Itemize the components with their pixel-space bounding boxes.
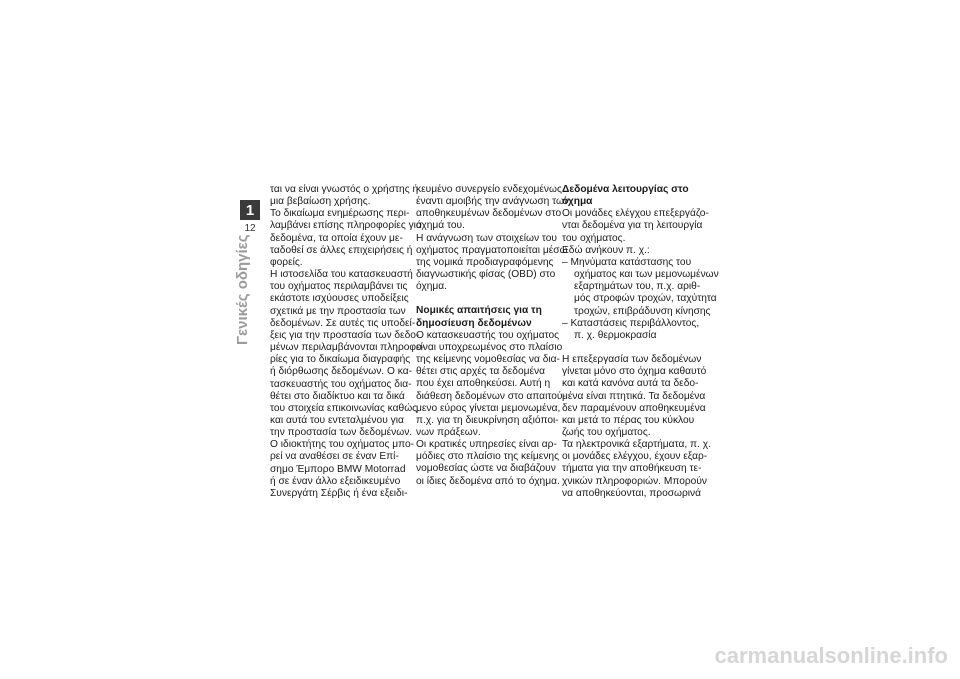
text-line: είναι υποχρεωμένος στο πλαίσιο — [416, 341, 563, 353]
text-line: σχετικά με την προστασία των — [270, 305, 406, 317]
paragraph-gap — [562, 342, 696, 354]
text-line: διαγνωστικής φίσας (OBD) στο — [416, 269, 556, 281]
text-line: νων πράξεων. — [416, 426, 481, 438]
text-line: έναντι αμοιβής την ανάγνωση των — [416, 196, 570, 208]
text-line: οι ίδιες δεδομένα από το όχημα. — [416, 475, 560, 487]
text-line: Η ανάγνωση των στοιχείων του — [416, 232, 557, 244]
list-item-line: οχήματος και των μεμονωμένων — [574, 269, 719, 281]
text-line: της κείμενης νομοθεσίας να δια- — [416, 354, 560, 366]
text-line: ρίες για το δικαίωμα διαγραφής — [270, 354, 411, 366]
text-line: που έχει αποθηκεύσει. Αυτή η — [416, 378, 551, 390]
text-line: γίνεται μόνο στο όχημα καθαυτό — [562, 366, 707, 378]
chapter-number: 1 — [245, 201, 255, 219]
text-line: ή διόρθωσης δεδομένων. Ο κα- — [270, 366, 412, 378]
text-line: ται να είναι γνωστός ο χρήστης ή — [270, 184, 419, 195]
text-line: του οχήματος περιλαμβάνει τις — [270, 281, 408, 293]
text-line: δεν παραμένουν αποθηκευμένα — [562, 402, 706, 414]
list-item-line: – Μηνύματα κατάστασης του — [562, 256, 692, 268]
section-heading: Νομικές απαιτήσεις για τη — [416, 305, 542, 317]
text-line: μια βεβαίωση χρήσης. — [270, 196, 371, 208]
text-line: διάθεση δεδομένων στο απαιτού- — [416, 390, 566, 402]
text-line: του οχήματος. — [562, 232, 626, 244]
section-heading: Δεδομένα λειτουργίας στο — [562, 184, 689, 195]
text-line: Ο ιδιοκτήτης του οχήματος μπο- — [270, 439, 415, 451]
text-line: κευμένο συνεργείο ενδεχομένως — [416, 184, 562, 195]
list-item-line: – Καταστάσεις περιβάλλοντος, — [562, 317, 700, 329]
text-line: τήματα για την αποθήκευση τε- — [562, 463, 702, 475]
text-line: και μετά το πέρας του κύκλου — [562, 414, 695, 426]
text-line: όχημα. — [416, 281, 447, 293]
text-line: μένα είναι πτητικά. Τα δεδομένα — [562, 390, 706, 402]
text-line: ταδοθεί σε άλλες επιχειρήσεις ή — [270, 244, 413, 256]
text-line: Εδώ ανήκουν π. χ.: — [562, 244, 650, 256]
list-item-line: μός στροφών τροχών, ταχύτητα — [574, 293, 717, 305]
list-item-line: π. χ. θερμοκρασία — [574, 329, 657, 341]
text-line: Συνεργάτη Σέρβις ή ένα εξειδι- — [270, 487, 408, 499]
section-heading: όχημα — [562, 196, 593, 208]
list-item-line: εξαρτημάτων του, π.χ. αριθ- — [574, 281, 701, 293]
text-line: δεδομένων. Σε αυτές τις υποδεί- — [270, 317, 416, 329]
paragraph-gap — [416, 293, 550, 305]
list-item-line: τροχών, επιβράδυνση κίνησης — [574, 305, 711, 317]
text-line: ξεις για την προστασία των δεδο- — [270, 329, 420, 341]
text-line: Τα ηλεκτρονικά εξαρτήματα, π. χ. — [562, 439, 711, 451]
chapter-side-title: Γενικές οδηγίες — [234, 234, 251, 345]
text-line: οι μονάδες ελέγχου, έχουν εξαρ- — [562, 451, 708, 463]
text-line: δεδομένα, τα οποία έχουν με- — [270, 232, 403, 244]
text-line: μόδιες στο πλαίσιο της κείμενης — [416, 451, 559, 463]
text-column-2 — [416, 184, 570, 488]
text-line: π.χ. για τη διευκρίνηση αξιόποι- — [416, 414, 559, 426]
text-line: νται δεδομένα για τη λειτουργία — [562, 220, 703, 232]
text-line: λαμβάνει επίσης πληροφορίες για — [270, 220, 422, 232]
section-heading: δημοσίευση δεδομένων — [416, 317, 532, 329]
text-line: να αποθηκεύονται, προσωρινά — [562, 487, 702, 499]
text-line: Ο κατασκευαστής του οχήματος — [416, 329, 560, 341]
text-line: ζωής του οχήματος. — [562, 426, 651, 438]
text-line: Η ιστοσελίδα του κατασκευαστή — [270, 269, 413, 281]
text-line: Η επεξεργασία των δεδομένων — [562, 354, 702, 366]
text-column-3 — [562, 184, 719, 500]
text-line: αποθηκευμένων δεδομένων στο — [416, 208, 562, 220]
text-line: εκάστοτε ισχύουσες υποδείξεις — [270, 293, 409, 305]
text-line: νομοθεσίας ώστε να διαβάζουν — [416, 463, 556, 475]
text-line: την προστασία των δεδομένων. — [270, 427, 413, 439]
text-column-1 — [270, 184, 426, 500]
text-line: οχήματος πραγματοποιείται μέσω — [416, 244, 568, 256]
watermark: carmanualsonline.info — [714, 643, 948, 668]
text-line: μενο εύρος γίνεται μεμονωμένα, — [416, 402, 561, 414]
text-line: όχημά του. — [416, 220, 465, 232]
text-line: ρεί να αναθέσει σε έναν Επί- — [270, 451, 399, 463]
text-line: της νομικά προδιαγραφόμενης — [416, 256, 554, 268]
text-line: του στοιχεία επικοινωνίας καθώς — [270, 402, 418, 414]
text-line: θέτει στις αρχές τα δεδομένα — [416, 366, 546, 378]
text-line: φορείς. — [270, 256, 303, 268]
text-line: σημο Έμπορο BMW Motorrad — [270, 463, 406, 475]
text-line: θέτει στο διαδίκτυο και τα δικά — [270, 390, 405, 402]
page-number: 12 — [244, 223, 256, 234]
text-line: Οι κρατικές υπηρεσίες είναι αρ- — [416, 439, 557, 451]
text-line: μένων περιλαμβάνονται πληροφο- — [270, 342, 426, 354]
text-line: Οι μονάδες ελέγχου επεξεργάζο- — [562, 208, 709, 220]
text-line: ή σε έναν άλλο εξειδικευμένο — [270, 475, 401, 487]
text-line: Το δικαίωμα ενημέρωσης περι- — [270, 208, 410, 220]
text-line: χνικών πληροφοριών. Μπορούν — [562, 475, 708, 487]
text-line: και αυτά του εντεταλμένου για — [270, 414, 404, 426]
text-line: τασκευαστής του οχήματος δια- — [270, 378, 412, 390]
text-line: και κατά κανόνα αυτά τα δεδο- — [562, 378, 699, 390]
